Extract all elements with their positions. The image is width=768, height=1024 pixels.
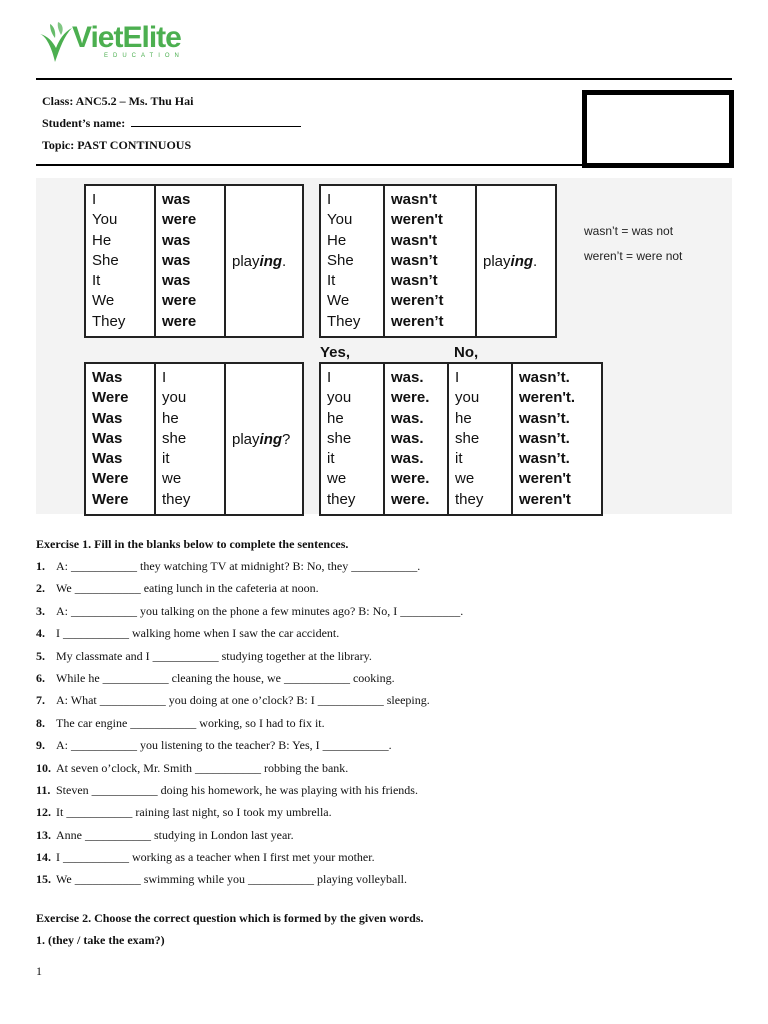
exercise1-item-text: While he ___________ cleaning the house, we ___________ cooking. bbox=[56, 670, 395, 685]
exercise1-item bbox=[36, 712, 736, 734]
note-wasnt: wasn’t = was not bbox=[584, 224, 674, 238]
question-subjects: I you he she it we they bbox=[155, 363, 225, 515]
brand-sub: EDUCATION bbox=[104, 53, 184, 59]
no-subjects: I you he she it we they bbox=[448, 363, 512, 515]
exercise1-item-text: It ___________ raining last night, so I took my umbrella. bbox=[56, 805, 332, 820]
exercises bbox=[36, 533, 736, 951]
affirmative-table bbox=[84, 184, 304, 338]
negative-main-verb: playing. bbox=[476, 185, 556, 337]
exercise1-item bbox=[36, 600, 736, 622]
exercise2-first-item: 1. (they / take the exam?) bbox=[36, 932, 165, 947]
student-name-label: Student’s name: bbox=[42, 116, 126, 130]
exercise1-item-text: Anne ___________ studying in London last year. bbox=[56, 827, 294, 842]
header-divider bbox=[36, 164, 582, 166]
exercise1-item-number: 3. bbox=[36, 603, 45, 618]
yes-verbs: was. were. was. was. was. were. were. bbox=[384, 363, 448, 515]
exercise1-item bbox=[36, 577, 736, 599]
exercise1-item bbox=[36, 801, 736, 823]
exercise1-item-number: 9. bbox=[36, 738, 45, 753]
question-verbs: Was Were Was Was Was Were Were bbox=[85, 363, 155, 515]
exercise1-item-number: 5. bbox=[36, 648, 45, 663]
question-table bbox=[84, 362, 304, 516]
exercise1-item-text: I ___________ walking home when I saw the car accident. bbox=[56, 626, 340, 641]
exercise1-item-number: 10. bbox=[36, 760, 51, 775]
exercise1-item-number: 2. bbox=[36, 581, 45, 596]
affirmative-main-verb: playing. bbox=[225, 185, 303, 337]
exercise1-item-number: 4. bbox=[36, 626, 45, 641]
exercise1-item bbox=[36, 555, 736, 577]
negative-subjects: I You He She It We They bbox=[320, 185, 384, 337]
topic-line: Topic: PAST CONTINUOUS bbox=[42, 138, 192, 152]
no-verbs: wasn’t. weren't. wasn’t. wasn’t. wasn’t. weren't weren't bbox=[512, 363, 602, 515]
exercise1-item bbox=[36, 667, 736, 689]
yes-label: Yes, bbox=[320, 344, 351, 361]
affirmative-verbs: was were was was was were were bbox=[155, 185, 225, 337]
question-main-verb: playing? bbox=[225, 363, 303, 515]
negative-verbs: wasn't weren't wasn't wasn’t wasn’t weren’t weren’t bbox=[384, 185, 476, 337]
exercise1-item bbox=[36, 645, 736, 667]
exercise1-item bbox=[36, 824, 736, 846]
affirmative-subjects: I You He She It We They bbox=[85, 185, 155, 337]
exercise1-item-text: I ___________ working as a teacher when I first met your mother. bbox=[56, 850, 375, 865]
exercise1-item-number: 7. bbox=[36, 693, 45, 708]
exercise1-title: Exercise 1. Fill in the blanks below to complete the sentences. bbox=[36, 537, 349, 551]
exercise1-item-text: My classmate and I ___________ studying together at the library. bbox=[56, 648, 372, 663]
exercise1-item bbox=[36, 622, 736, 644]
top-divider bbox=[36, 78, 732, 80]
exercise1-item-text: Steven ___________ doing his homework, he was playing with his friends. bbox=[56, 782, 418, 797]
exercise1-item-text: We ___________ swimming while you ___________ playing volleyball. bbox=[56, 872, 408, 887]
exercise1-item-number: 15. bbox=[36, 872, 51, 887]
exercise1-item-text: The car engine ___________ working, so I had to fix it. bbox=[56, 715, 325, 730]
brand-name: VietElite bbox=[72, 21, 181, 54]
header-info bbox=[42, 90, 301, 156]
exercise1-item-text: At seven o’clock, Mr. Smith ___________ robbing the bank. bbox=[56, 760, 349, 775]
score-box bbox=[582, 90, 734, 168]
exercise1-item-text: A: ___________ you talking on the phone a few minutes ago? B: No, I __________. bbox=[56, 603, 464, 618]
yes-subjects: I you he she it we they bbox=[320, 363, 384, 515]
exercise1-item bbox=[36, 846, 736, 868]
vietelite-logo-icon bbox=[36, 18, 76, 66]
exercise1-item-text: A: ___________ they watching TV at midnight? B: No, they ___________. bbox=[56, 559, 421, 573]
exercise1-item-text: A: ___________ you listening to the teacher? B: Yes, I ___________. bbox=[56, 738, 392, 753]
exercise1-item-number: 1. bbox=[36, 559, 45, 573]
exercise1-item bbox=[36, 779, 736, 801]
grammar-area bbox=[36, 178, 732, 514]
student-name-row bbox=[42, 112, 301, 134]
exercise1-item bbox=[36, 689, 736, 711]
exercise1-item bbox=[36, 734, 736, 756]
page-number: 1 bbox=[36, 964, 42, 978]
exercise1-item-number: 11. bbox=[36, 782, 51, 797]
exercise1-item-number: 8. bbox=[36, 715, 45, 730]
exercise2-title: Exercise 2. Choose the correct question which is formed by the given words. bbox=[36, 910, 424, 925]
exercise1-list bbox=[36, 555, 736, 891]
exercise1-item bbox=[36, 868, 736, 890]
short-answers-table bbox=[319, 362, 603, 516]
student-name-blank[interactable] bbox=[131, 114, 301, 127]
exercise1-item-text: We ___________ eating lunch in the cafeteria at noon. bbox=[56, 581, 319, 596]
negative-table bbox=[319, 184, 557, 338]
note-werent: weren’t = were not bbox=[584, 249, 683, 263]
exercise1-item-text: A: What ___________ you doing at one o’clock? B: I ___________ sleeping. bbox=[56, 693, 430, 708]
exercise1-item-number: 12. bbox=[36, 805, 51, 820]
exercise1-item-number: 14. bbox=[36, 850, 51, 865]
exercise1-item-number: 6. bbox=[36, 670, 45, 685]
no-label: No, bbox=[454, 344, 479, 361]
exercise1-item bbox=[36, 757, 736, 779]
exercise1-item-number: 13. bbox=[36, 827, 51, 842]
class-line: Class: ANC5.2 – Ms. Thu Hai bbox=[42, 94, 194, 108]
